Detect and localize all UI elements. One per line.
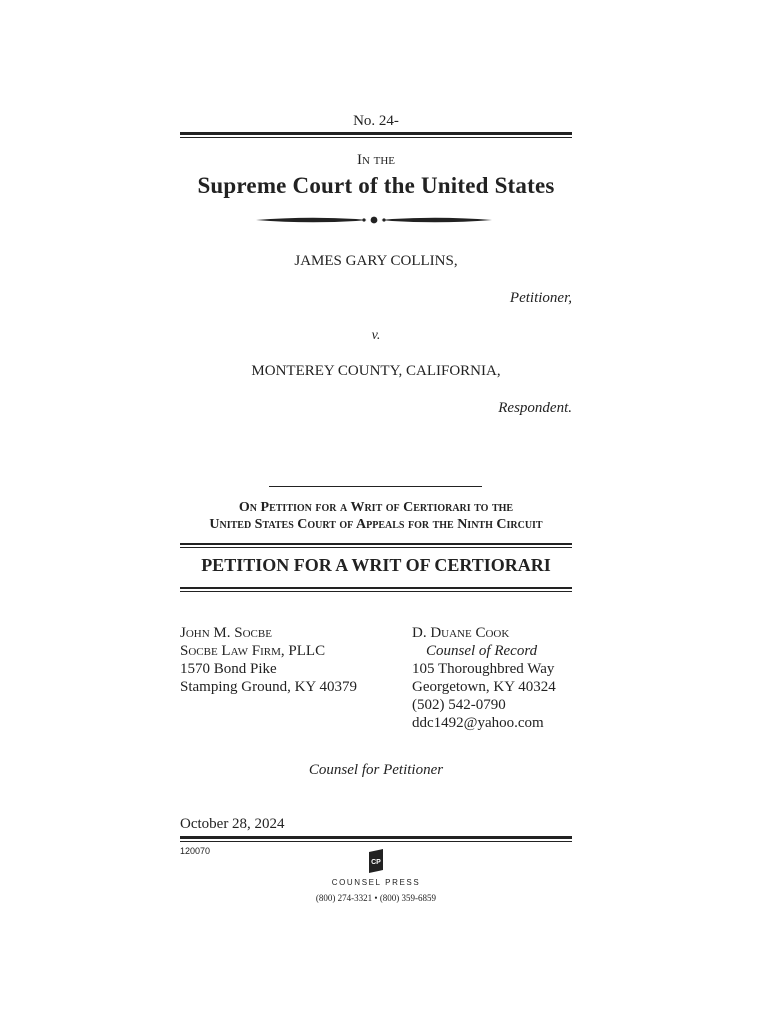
counsel-right-name: D. Duane Cook xyxy=(412,625,510,641)
counsel-left-name: John M. Socbe xyxy=(180,625,272,641)
docket-number: No. 24- xyxy=(353,113,399,129)
counsel-right-role: Counsel of Record xyxy=(426,643,538,659)
counsel-left-address1: 1570 Bond Pike xyxy=(180,661,277,677)
versus: v. xyxy=(371,328,381,343)
counsel-right-phone: (502) 542-0790 xyxy=(412,697,506,713)
title-top-rule xyxy=(180,543,572,548)
logo-text: CP xyxy=(371,859,381,866)
court-name: Supreme Court of the United States xyxy=(197,173,555,198)
ornament-divider xyxy=(256,213,492,227)
document-title: PETITION FOR A WRIT OF CERTIORARI xyxy=(201,555,551,575)
job-number: 120070 xyxy=(180,846,211,856)
on-petition-heading xyxy=(170,499,582,533)
respondent-role: Respondent. xyxy=(498,400,572,416)
top-double-rule xyxy=(180,132,572,138)
counsel-left-address2: Stamping Ground, KY 40379 xyxy=(180,679,357,695)
counsel-for-petitioner: Counsel for Petitioner xyxy=(308,762,444,778)
publisher-phone: (800) 274-3321 • (800) 359-6859 xyxy=(315,893,437,903)
bottom-double-rule xyxy=(180,836,572,842)
on-petition-line2: United States Court of Appeals for the Ninth Circuit xyxy=(209,517,543,532)
filing-date: October 28, 2024 xyxy=(180,816,285,832)
counsel-press-logo-icon xyxy=(366,848,386,874)
counsel-right-email: ddc1492@yahoo.com xyxy=(412,715,544,731)
petitioner-role: Petitioner, xyxy=(509,290,572,306)
counsel-left-block xyxy=(180,624,400,696)
counsel-right-block xyxy=(412,624,612,732)
court-prefix: In the xyxy=(356,152,396,168)
respondent-name: MONTEREY COUNTY, CALIFORNIA, xyxy=(251,363,501,379)
counsel-right-address2: Georgetown, KY 40324 xyxy=(412,679,556,695)
on-petition-line1: On Petition for a Writ of Certiorari to the xyxy=(238,500,514,515)
counsel-right-address1: 105 Thoroughbred Way xyxy=(412,661,555,677)
title-bottom-rule xyxy=(180,587,572,592)
petitioner-name: JAMES GARY COLLINS, xyxy=(294,253,458,269)
section-rule xyxy=(269,486,482,487)
publisher-name: COUNSEL PRESS xyxy=(331,878,421,887)
counsel-left-firm: Socbe Law Firm, PLLC xyxy=(180,643,326,659)
